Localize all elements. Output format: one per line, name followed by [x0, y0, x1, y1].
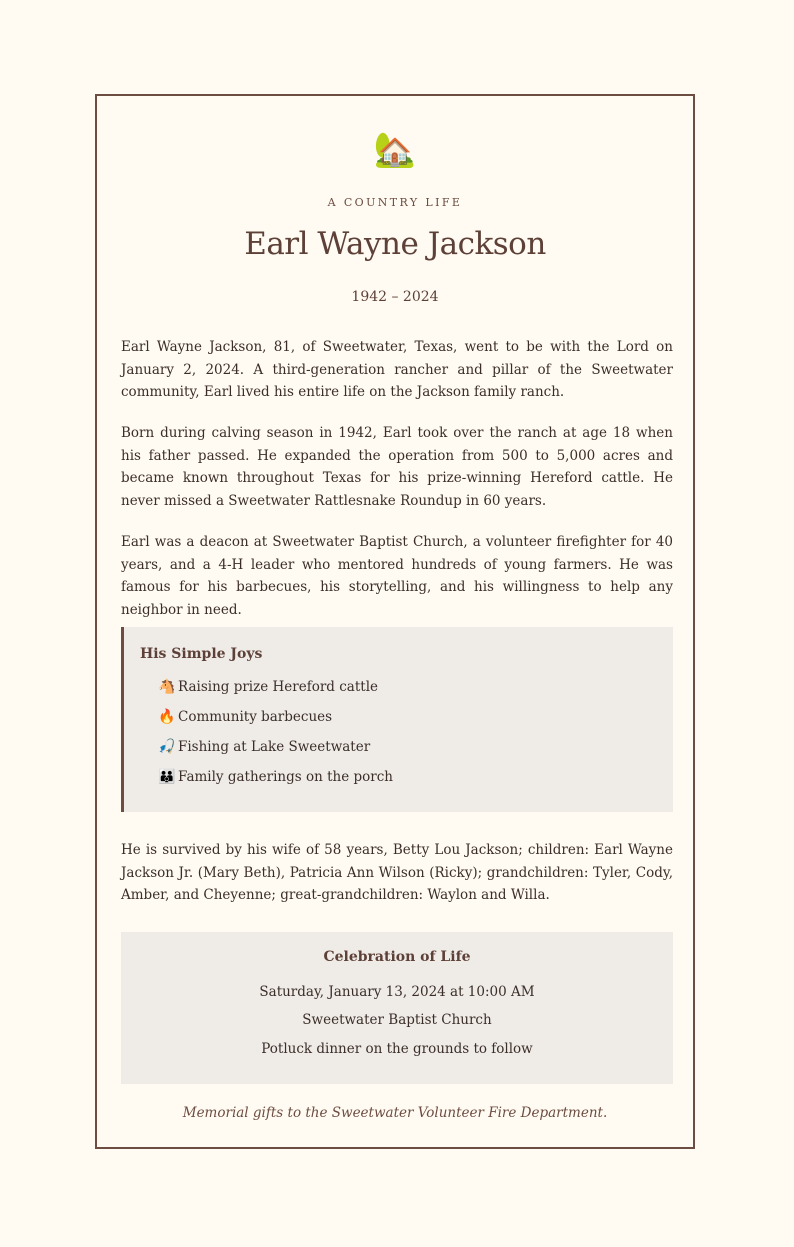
- simple-joys-list: [158, 676, 393, 796]
- horse-face-icon: 🐴: [158, 679, 176, 695]
- list-item: [158, 676, 393, 706]
- paragraph-intro: Earl Wayne Jackson, 81, of Sweetwater, Texas, went to be with the Lord on January 2, 2024. A third-generation rancher and pillar of the Sweetwater community, Earl lived his entire life on the Jackson family ranch.: [121, 339, 673, 400]
- list-item-text: Family gatherings on the porch: [178, 769, 393, 785]
- list-item: [158, 736, 393, 766]
- list-item: [158, 706, 393, 736]
- list-item-text: Fishing at Lake Sweetwater: [178, 739, 371, 755]
- family-icon: 👪: [158, 769, 176, 785]
- house-with-garden-icon: 🏡: [373, 130, 417, 170]
- celebration-panel: [121, 932, 673, 1084]
- subtitle: A COUNTRY LIFE: [327, 196, 463, 209]
- simple-joys-title: His Simple Joys: [140, 646, 263, 662]
- fire-icon: 🔥: [158, 709, 176, 725]
- memorial-note: Memorial gifts to the Sweetwater Volunteer Fire Department.: [182, 1105, 608, 1121]
- list-item-text: Community barbecues: [178, 709, 333, 725]
- simple-joys-panel: [121, 627, 673, 812]
- list-item-text: Raising prize Hereford cattle: [178, 679, 379, 695]
- celebration-title: Celebration of Life: [323, 949, 471, 965]
- page-title: Earl Wayne Jackson: [244, 226, 546, 262]
- fishing-pole-icon: 🎣: [158, 739, 176, 755]
- paragraph-community: Earl was a deacon at Sweetwater Baptist Church, a volunteer firefighter for 40 years, and a 4-H leader who mentored hundreds of young farmers. He was famous for his barbecues, his storytelling, and his willingness to help any neighbor in need.: [121, 534, 673, 618]
- paragraph-ranch: Born during calving season in 1942, Earl took over the ranch at age 18 when his father passed. He expanded the operation from 500 to 5,000 acres and became known throughout Texas for his prize-winning Hereford cattle. He never missed a Sweetwater Rattlesnake Roundup in 60 years.: [121, 425, 673, 509]
- list-item: [158, 766, 393, 796]
- obituary-card: [95, 94, 695, 1149]
- celebration-location: Sweetwater Baptist Church: [302, 1012, 492, 1028]
- celebration-note: Potluck dinner on the grounds to follow: [261, 1041, 533, 1057]
- life-dates: 1942 – 2024: [351, 289, 439, 305]
- paragraph-survivors: He is survived by his wife of 58 years, Betty Lou Jackson; children: Earl Wayne Jackson Jr. (Mary Beth), Patricia Ann Wilson (Ricky); grandchildren: Tyler, Cody, Amber, and Cheyenne; great-grandchildren: Waylon and Willa.: [121, 842, 673, 903]
- celebration-datetime: Saturday, January 13, 2024 at 10:00 AM: [259, 984, 535, 1000]
